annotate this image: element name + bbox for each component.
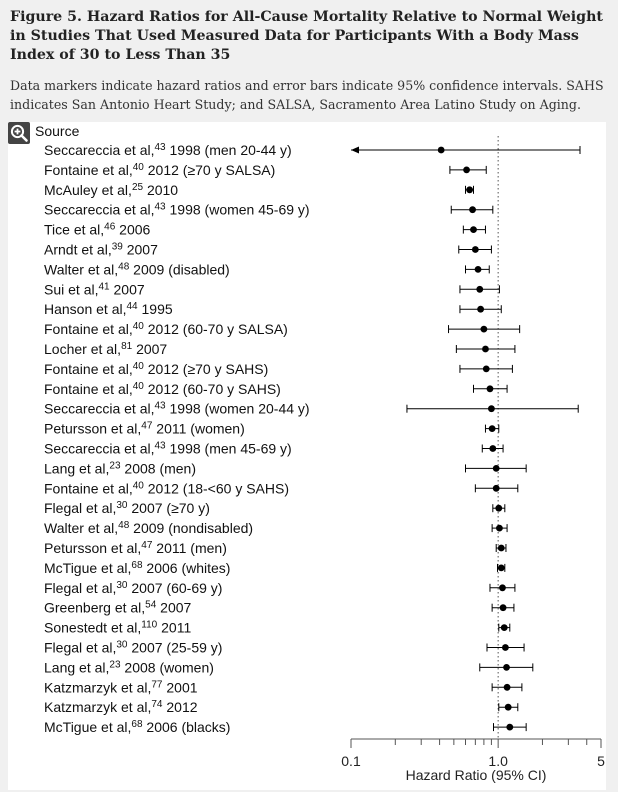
- study-reference: 48: [118, 261, 130, 273]
- study-author: Fontaine et al,: [44, 360, 133, 377]
- hazard-ratio-marker: [438, 147, 445, 154]
- study-detail: 2001: [162, 679, 198, 696]
- hazard-ratio-marker: [499, 584, 506, 591]
- study-reference: 40: [132, 161, 144, 173]
- study-detail: 2011 (women): [152, 420, 245, 437]
- study-author: McTigue et al,: [44, 719, 132, 736]
- study-reference: 43: [154, 440, 166, 452]
- study-label: [44, 182, 178, 198]
- study-label: [44, 401, 310, 417]
- study-label: [44, 301, 173, 317]
- hazard-ratio-marker: [477, 306, 484, 313]
- study-label: [44, 381, 281, 397]
- study-author: McTigue et al,: [44, 559, 132, 576]
- study-label: [44, 142, 292, 158]
- forest-plot-panel: [8, 122, 606, 790]
- study-reference: 43: [154, 201, 166, 213]
- study-label: [44, 421, 245, 437]
- study-reference: 77: [151, 679, 163, 691]
- study-reference: 39: [111, 241, 123, 253]
- study-detail: 2012 (≥70 y SALSA): [143, 161, 276, 178]
- hazard-ratio-marker: [503, 664, 510, 671]
- study-detail: 2011: [157, 619, 192, 636]
- study-label: [44, 341, 167, 357]
- study-label: [44, 222, 151, 238]
- study-label: [44, 560, 230, 576]
- study-detail: 2007: [109, 281, 145, 298]
- study-detail: 1995: [137, 301, 173, 318]
- study-reference: 40: [132, 321, 144, 333]
- study-reference: 68: [131, 559, 143, 571]
- study-label: [44, 520, 253, 536]
- study-label: [44, 480, 289, 496]
- study-author: Locher et al,: [44, 341, 122, 357]
- hazard-ratio-marker: [504, 684, 511, 691]
- study-reference: 23: [109, 460, 121, 472]
- study-reference: 40: [132, 480, 144, 492]
- study-detail: 2006 (blacks): [142, 719, 231, 736]
- study-detail: 2012: [162, 699, 198, 716]
- study-author: Seccareccia et al,: [44, 201, 155, 218]
- study-label: [44, 162, 275, 178]
- hazard-ratio-marker: [493, 485, 500, 492]
- study-reference: 44: [126, 301, 138, 313]
- study-reference: 43: [154, 400, 166, 412]
- column-header-source: Source: [35, 123, 80, 139]
- study-reference: 25: [131, 181, 144, 193]
- study-detail: 2007: [132, 341, 168, 357]
- study-author: Fontaine et al,: [44, 161, 133, 178]
- study-detail: 2012 (60-70 y SALSA): [143, 321, 288, 338]
- study-detail: 1998 (men 20-44 y): [165, 142, 292, 158]
- study-label: [44, 500, 210, 516]
- study-detail: 2009 (nondisabled): [129, 520, 254, 537]
- x-axis-label: Hazard Ratio (95% CI): [405, 767, 547, 783]
- study-author: Fontaine et al,: [44, 380, 133, 397]
- figure-title: Figure 5. Hazard Ratios for All-Cause Mortality Relative to Normal Weight in Studies That Used Measured Data for Participants With a Body Mass Index of 30 to Less Than 35: [10, 9, 603, 63]
- study-label: [44, 281, 145, 297]
- study-author: Katzmarzyk et al,: [44, 699, 152, 716]
- study-label: [44, 679, 198, 695]
- study-reference: 40: [132, 360, 144, 372]
- hazard-ratio-marker: [493, 465, 500, 472]
- study-label: [44, 620, 191, 636]
- hazard-ratio-marker: [488, 405, 495, 412]
- study-detail: 2010: [143, 181, 179, 198]
- study-reference: 54: [145, 599, 157, 611]
- hazard-ratio-marker: [487, 385, 494, 392]
- study-reference: 48: [118, 520, 130, 532]
- study-detail: 2012 (≥70 y SAHS): [143, 360, 269, 377]
- study-author: Sonestedt et al,: [44, 619, 142, 636]
- study-author: Flegal et al,: [44, 500, 117, 517]
- study-detail: 2009 (disabled): [129, 261, 230, 278]
- study-label: [44, 580, 222, 596]
- study-detail: 2006: [115, 221, 151, 238]
- study-detail: 2007: [156, 599, 192, 616]
- study-reference: 47: [141, 540, 153, 551]
- study-author: McAuley et al,: [44, 181, 132, 198]
- study-reference: 81: [121, 341, 133, 352]
- study-detail: 1998 (women 45-69 y): [165, 201, 310, 218]
- study-label: [44, 242, 158, 258]
- study-author: Flegal et al,: [44, 639, 117, 656]
- study-author: Hanson et al,: [44, 301, 127, 318]
- study-label: [44, 441, 292, 457]
- study-author: Seccareccia et al,: [44, 400, 155, 417]
- study-label: [44, 659, 214, 675]
- study-label: [44, 640, 222, 656]
- study-detail: 1998 (men 45-69 y): [165, 440, 292, 457]
- hazard-ratio-marker: [480, 326, 487, 333]
- study-label: [44, 699, 198, 715]
- hazard-ratio-marker: [470, 226, 477, 233]
- study-detail: 2011 (men): [152, 540, 227, 556]
- study-detail: 2007: [122, 241, 158, 258]
- hazard-ratio-marker: [502, 644, 509, 651]
- hazard-ratio-marker: [496, 525, 503, 532]
- hazard-ratio-marker: [495, 505, 502, 512]
- study-label: [44, 202, 310, 218]
- study-reference: 110: [141, 619, 158, 631]
- study-author: Seccareccia et al,: [44, 440, 155, 457]
- study-author: Seccareccia et al,: [44, 142, 155, 158]
- study-label: [44, 460, 196, 476]
- study-author: Flegal et al,: [44, 579, 117, 596]
- study-reference: 30: [116, 639, 128, 651]
- study-author: Petursson et al,: [44, 420, 142, 437]
- x-tick-label: 1.0: [488, 753, 508, 769]
- study-author: Greenberg et al,: [44, 599, 146, 616]
- study-author: Lang et al,: [44, 460, 110, 477]
- study-label: [44, 321, 288, 337]
- hazard-ratio-marker: [506, 724, 513, 731]
- hazard-ratio-marker: [472, 246, 479, 253]
- hazard-ratio-marker: [489, 425, 496, 432]
- hazard-ratio-marker: [500, 604, 507, 611]
- study-detail: 2008 (men): [120, 460, 196, 477]
- study-author: Petursson et al,: [44, 540, 142, 556]
- study-label: [44, 719, 230, 735]
- study-author: Fontaine et al,: [44, 321, 133, 338]
- hazard-ratio-marker: [463, 167, 470, 174]
- study-reference: 23: [109, 659, 121, 671]
- hazard-ratio-marker: [483, 366, 490, 373]
- study-label: [44, 540, 227, 556]
- study-label: [44, 261, 230, 277]
- hazard-ratio-marker: [475, 266, 482, 273]
- study-author: Tice et al,: [44, 221, 105, 238]
- hazard-ratio-marker: [466, 186, 473, 193]
- study-detail: 2006 (whites): [142, 559, 231, 576]
- study-author: Katzmarzyk et al,: [44, 679, 152, 696]
- ci-arrow: [351, 147, 359, 154]
- hazard-ratio-marker: [498, 545, 505, 552]
- figure-caption: Data markers indicate hazard ratios and error bars indicate 95% confidence intervals. SAHS indicates San Antonio Heart Study; and SALSA, Sacramento Area Latino Study on Aging.: [10, 78, 604, 112]
- hazard-ratio-marker: [489, 445, 496, 452]
- hazard-ratio-marker: [498, 565, 505, 572]
- study-label: [44, 361, 268, 377]
- study-reference: 40: [132, 380, 144, 392]
- study-author: Lang et al,: [44, 659, 110, 676]
- study-detail: 2012 (60-70 y SAHS): [143, 380, 281, 397]
- study-label: [44, 600, 192, 616]
- study-detail: 2012 (18-<60 y SAHS): [143, 480, 289, 497]
- study-reference: 74: [151, 699, 163, 711]
- hazard-ratio-marker: [501, 624, 508, 631]
- study-reference: 68: [131, 719, 143, 731]
- hazard-ratio-marker: [505, 704, 512, 711]
- x-tick-label: 5: [597, 753, 605, 769]
- study-reference: 41: [98, 281, 110, 293]
- study-detail: 2007 (60-69 y): [127, 579, 223, 596]
- hazard-ratio-marker: [469, 206, 476, 213]
- x-tick-label: 0.1: [341, 753, 361, 769]
- study-detail: 1998 (women 20-44 y): [165, 400, 310, 417]
- study-detail: 2008 (women): [120, 659, 214, 676]
- study-reference: 47: [141, 420, 153, 432]
- study-author: Walter et al,: [44, 520, 119, 537]
- hazard-ratio-marker: [476, 286, 483, 293]
- study-reference: 46: [104, 221, 116, 233]
- study-detail: 2007 (25-59 y): [127, 639, 223, 656]
- study-reference: 30: [116, 579, 128, 591]
- forest-plot: [8, 122, 606, 790]
- study-author: Fontaine et al,: [44, 480, 133, 497]
- study-author: Sui et al,: [44, 281, 99, 298]
- study-reference: 30: [116, 500, 128, 512]
- hazard-ratio-marker: [482, 346, 489, 353]
- study-author: Walter et al,: [44, 261, 119, 278]
- study-author: Arndt et al,: [44, 241, 112, 258]
- study-reference: 43: [154, 142, 166, 153]
- study-detail: 2007 (≥70 y): [127, 500, 210, 517]
